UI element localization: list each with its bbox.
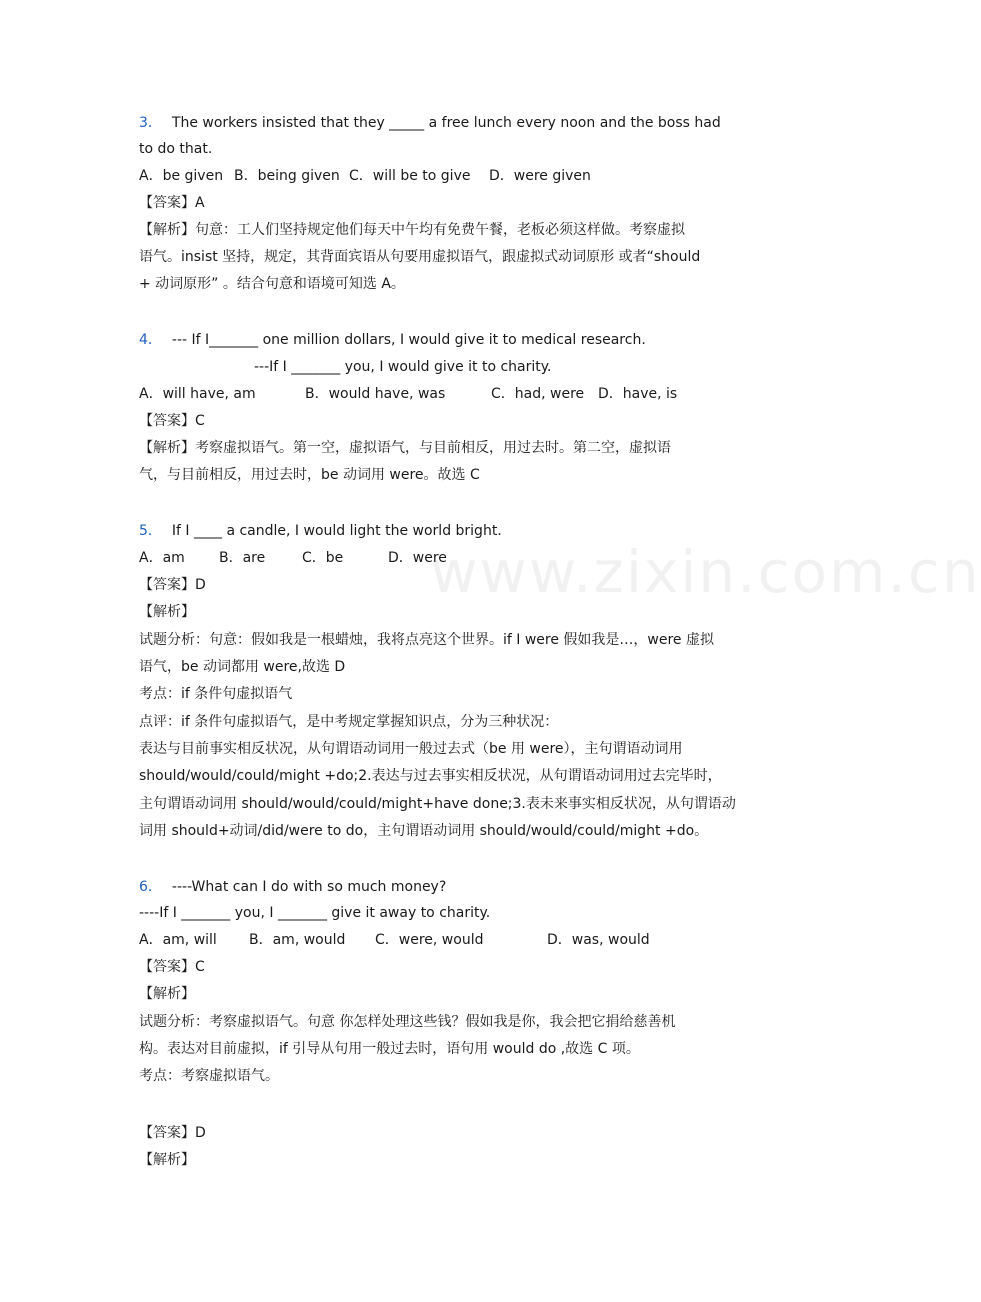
q5-number: 5． <box>139 523 162 539</box>
q3-number: 3． <box>139 115 162 131</box>
q5-analysis-2: 语气，be 动词都用 were,故选 D <box>139 659 346 675</box>
q3-answer: 【答案】A <box>139 195 205 211</box>
q4-stem1: --- If I_______ one million dollars, I would give it to medical research. <box>171 332 646 348</box>
q6-analysis-1: 试题分析：考察虚拟语气。句意 你怎样处理这些钱？假如我是你，我会把它捐给慈善机 <box>139 1014 676 1030</box>
q6-options <box>139 930 789 950</box>
q5-comment-5: 词用 should+动词/did/were to do，主句谓语动词用 should/would/could/might +do。 <box>139 823 709 839</box>
q5-explanation-head: 【解析】 <box>139 604 195 620</box>
q6-option-a: A．am, will <box>139 932 217 948</box>
q5-option-c: C．be <box>302 550 344 566</box>
q6-analysis-2: 构。表达对目前虚拟，if 引导从句用一般过去时，语句用 would do ,故选 C 项。 <box>139 1041 640 1057</box>
q3-option-a: A．be given <box>139 168 224 184</box>
q5-comment-4: 主句谓语动词用 should/would/could/might+have done;3.表未来事实相反状况，从句谓语动 <box>139 796 736 812</box>
q3-options <box>139 166 789 186</box>
q5-stem-line1 <box>139 521 789 541</box>
q6-option-d: D．was, would <box>547 932 650 948</box>
q5-stem1: If I ____ a candle, I would light the world bright. <box>171 523 502 539</box>
q6-stem-line2: ----If I _______ you, I _______ give it away to charity. <box>139 905 491 921</box>
q5-comment-3: should/would/could/might +do;2.表达与过去事实相反状况，从句谓语动词用过去完毕时， <box>139 768 722 784</box>
q4-option-c: C．had, were <box>491 386 585 402</box>
q5-option-a: A．am <box>139 550 185 566</box>
q6-knowledge-point: 考点：考察虚拟语气。 <box>139 1068 279 1084</box>
q4-option-a: A．will have, am <box>139 386 256 402</box>
tail-explanation-head: 【解析】 <box>139 1152 195 1168</box>
q5-knowledge-point: 考点：if 条件句虚拟语气 <box>139 686 293 702</box>
tail-answer: 【答案】D <box>139 1125 206 1141</box>
q4-stem-line1 <box>139 330 789 350</box>
q3-stem-line1 <box>139 113 789 133</box>
q4-explanation-1: 【解析】考察虚拟语气。第一空，虚拟语气，与目前相反，用过去时。第二空，虚拟语 <box>139 440 671 456</box>
q3-explanation-3: + 动词原形” 。结合句意和语境可知选 A。 <box>139 276 405 292</box>
q5-comment-1: 点评：if 条件句虚拟语气，是中考规定掌握知识点，分为三种状况： <box>139 714 559 730</box>
q4-options <box>139 384 789 404</box>
q5-comment-2: 表达与目前事实相反状况，从句谓语动词用一般过去式（be 用 were），主句谓语动词用 <box>139 741 683 757</box>
q6-option-b: B．am, would <box>249 932 346 948</box>
q3-explanation-1: 【解析】句意：工人们坚持规定他们每天中午均有免费午餐，老板必须这样做。考察虚拟 <box>139 222 685 238</box>
q5-option-d: D．were <box>388 550 447 566</box>
q6-answer: 【答案】C <box>139 959 205 975</box>
q3-explanation-2: 语气。insist 坚持，规定，其背面宾语从句要用虚拟语气，跟虚拟式动词原形 或者“should <box>139 249 701 265</box>
q5-options <box>139 548 789 568</box>
q4-option-b: B．would have, was <box>305 386 446 402</box>
q4-explanation-2: 气，与目前相反，用过去时，be 动词用 were。故选 C <box>139 467 480 483</box>
q5-option-b: B．are <box>219 550 266 566</box>
q4-option-d: D．have, is <box>598 386 678 402</box>
q3-option-c: C．will be to give <box>349 168 471 184</box>
q3-option-b: B．being given <box>234 168 340 184</box>
q5-answer: 【答案】D <box>139 577 206 593</box>
q6-number: 6． <box>139 879 162 895</box>
q6-stem-line1 <box>139 877 789 897</box>
q6-stem1: ----What can I do with so much money? <box>171 879 447 895</box>
q5-analysis-1: 试题分析：句意：假如我是一根蜡烛，我将点亮这个世界。if I were 假如我是…，were 虚拟 <box>139 632 714 648</box>
q4-answer: 【答案】C <box>139 413 205 429</box>
watermark: www.zixin.com.cn <box>430 538 981 606</box>
q6-option-c: C．were, would <box>375 932 484 948</box>
q3-stem-line2: to do that. <box>139 141 213 157</box>
q3-option-d: D．were given <box>489 168 591 184</box>
q4-number: 4． <box>139 332 162 348</box>
q4-stem-line2: ---If I _______ you, I would give it to charity. <box>254 359 552 375</box>
q6-explanation-head: 【解析】 <box>139 986 195 1002</box>
q3-stem1: The workers insisted that they _____ a free lunch every noon and the boss had <box>171 115 721 131</box>
